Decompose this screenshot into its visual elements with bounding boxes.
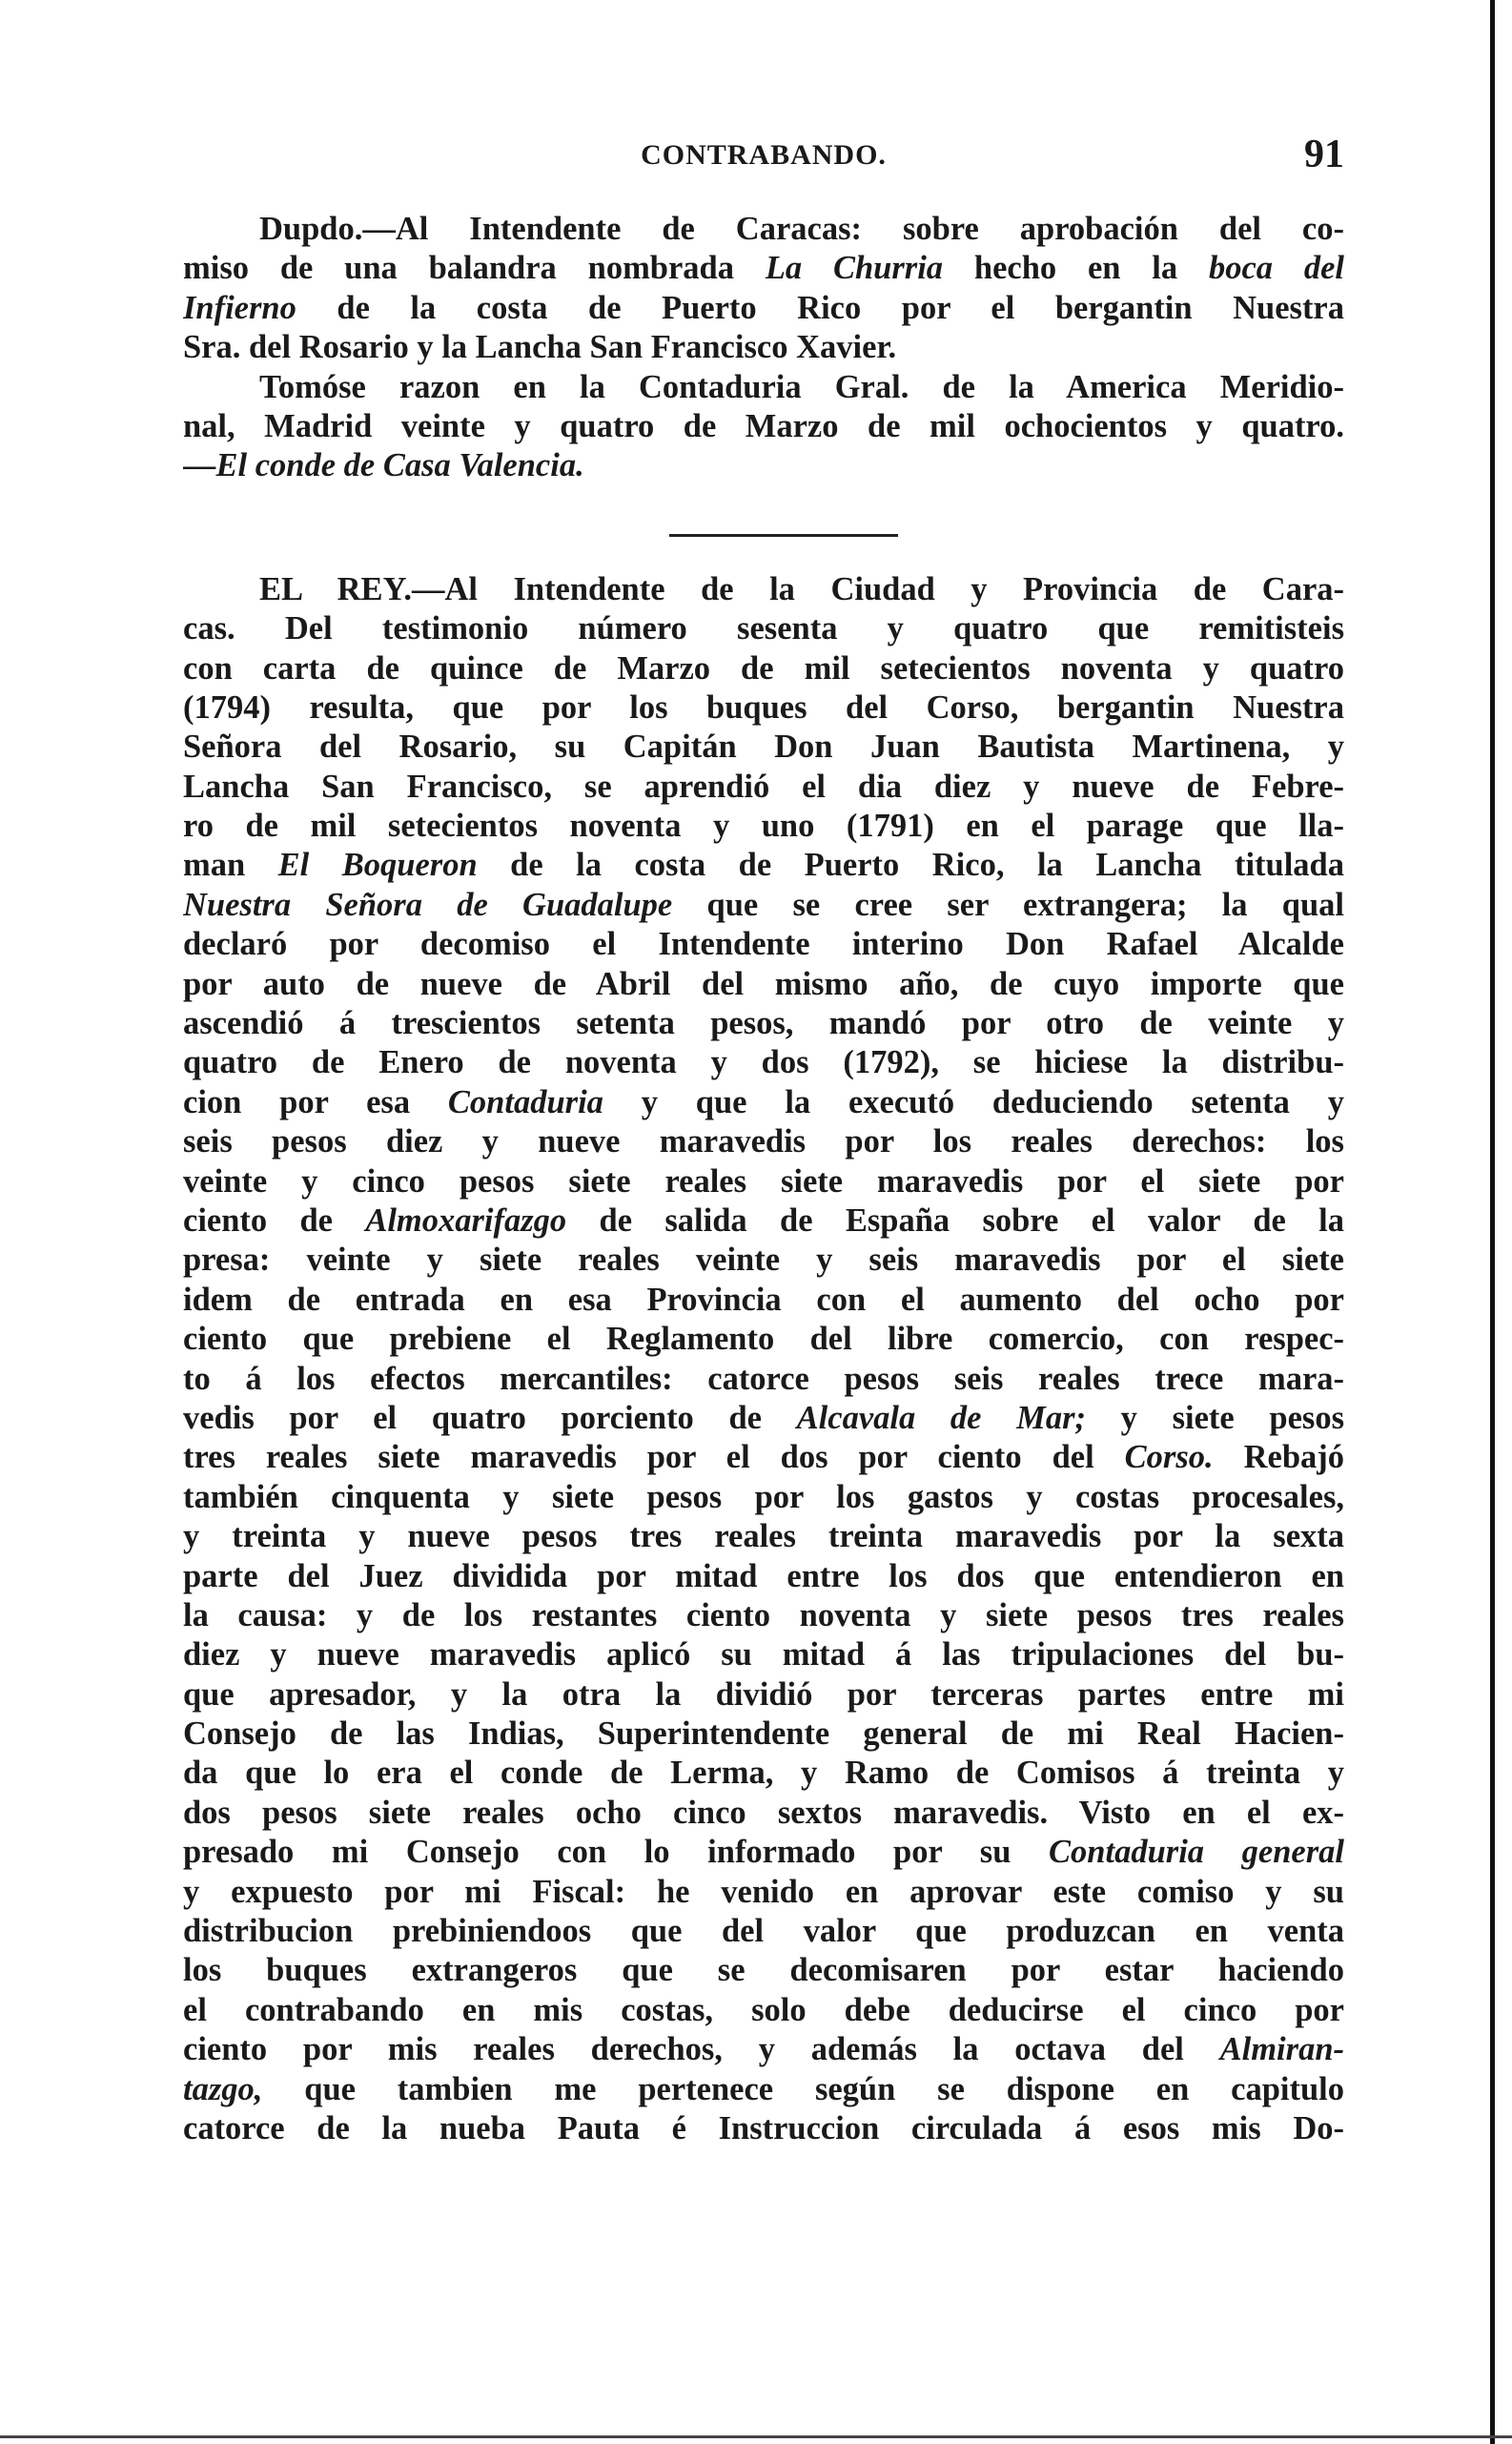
scan-border-bottom	[0, 2435, 1512, 2438]
text-line: parte del Juez dividida por mitad entre los dos que entendieron en	[183, 1557, 1344, 1594]
text-span-italic: Alcavala de Mar;	[796, 1399, 1086, 1436]
text-span-italic: Infierno	[183, 289, 296, 326]
text-line: dos pesos siete reales ocho cinco sextos maravedis. Visto en el ex-	[183, 1794, 1344, 1831]
text-span-italic: La Churria	[765, 250, 944, 287]
text-line: ascendió á trescientos setenta pesos, mandó por otro de veinte y	[183, 1005, 1344, 1042]
text-line: Tomóse razon en la Contaduria Gral. de la America Meridio-	[259, 368, 1344, 405]
text-line: y treinta y nueve pesos tres reales treinta maravedis por la sexta	[183, 1518, 1344, 1555]
text-line: el contrabando en mis costas, solo debe deducirse el cinco por	[183, 1991, 1344, 2028]
text-line: Consejo de las Indias, Superintendente general de mi Real Hacien-	[183, 1715, 1344, 1753]
text-span-italic: Contaduria general	[1049, 1834, 1344, 1871]
text-line	[183, 1201, 1344, 1241]
text-line: (1794) resulta, que por los buques del Corso, bergantin Nuestra	[183, 688, 1344, 726]
text-span: vedis por el quatro porciento de	[183, 1399, 797, 1436]
text-line	[183, 249, 1344, 288]
text-span-italic: boca del	[1208, 250, 1344, 287]
text-line: y expuesto por mi Fiscal: he venido en aprovar este comiso y su	[183, 1873, 1344, 1910]
text-span: ciento por mis reales derechos, y además la octava del	[183, 2031, 1220, 2068]
text-line: to á los efectos mercantiles: catorce pesos seis reales trece mara-	[183, 1360, 1344, 1397]
text-span-italic: tazgo,	[183, 2070, 263, 2107]
page-number: 91	[1304, 133, 1344, 176]
signature-line: —El conde de Casa Valencia.	[183, 447, 584, 484]
text-line	[183, 846, 1344, 885]
page-body	[183, 210, 1344, 2148]
text-line: idem de entrada en esa Provincia con el aumento del ocho por	[183, 1281, 1344, 1318]
text-span: que tambien me pertenece según se dispone en capitulo	[262, 2070, 1344, 2107]
text-span: Rebajó	[1213, 1439, 1344, 1476]
text-span: de la costa de Puerto Rico, la Lancha titulada	[477, 847, 1344, 884]
text-line	[183, 1438, 1344, 1477]
text-line: nal, Madrid veinte y quatro de Marzo de mil ochocientos y quatro.	[183, 407, 1344, 444]
text-span: man	[183, 847, 278, 884]
text-line: Señora del Rosario, su Capitán Don Juan Bautista Martinena, y	[183, 729, 1344, 766]
text-line	[183, 1083, 1344, 1122]
scan-border-right	[1490, 0, 1495, 2444]
text-span: miso de una balandra nombrada	[183, 250, 766, 287]
text-line: ciento que prebiene el Reglamento del libre comercio, con respec-	[183, 1321, 1344, 1358]
text-span: tres reales siete maravedis por el dos por ciento del	[183, 1439, 1125, 1476]
text-span: cion por esa	[183, 1083, 448, 1120]
text-line	[183, 2030, 1344, 2069]
text-span-italic: Contaduria	[447, 1083, 603, 1120]
text-span-italic: El Boqueron	[277, 847, 478, 884]
text-line: catorce de la nueba Pauta é Instruccion circulada á esos mis Do-	[183, 2109, 1344, 2146]
text-span: ciento de	[183, 1201, 366, 1239]
text-span: de la costa de Puerto Rico por el bergantin Nuestra	[296, 289, 1344, 326]
text-line	[183, 1399, 1344, 1438]
text-line: Dupdo.—Al Intendente de Caracas: sobre aprobación del co-	[259, 211, 1344, 247]
page-header	[183, 132, 1344, 179]
text-line: la causa: y de los restantes ciento noventa y siete pesos tres reales	[183, 1596, 1344, 1633]
text-line: Lancha San Francisco, se aprendió el dia diez y nueve de Febre-	[183, 768, 1344, 805]
section-separator	[183, 486, 1344, 570]
text-line: Sra. del Rosario y la Lancha San Francisco Xavier.	[183, 329, 897, 366]
text-span: hecho en la	[943, 250, 1209, 287]
text-span-italic: Almiran-	[1219, 2031, 1344, 2068]
text-line: presa: veinte y siete reales veinte y seis maravedis por el siete	[183, 1242, 1344, 1279]
text-line: seis pesos diez y nueve maravedis por los reales derechos: los	[183, 1123, 1344, 1160]
text-line	[183, 2070, 1344, 2109]
text-span: de salida de España sobre el valor de la	[566, 1201, 1344, 1239]
text-line: también cinquenta y siete pesos por los gastos y costas procesales,	[183, 1478, 1344, 1515]
text-span-italic: Corso.	[1124, 1439, 1214, 1476]
text-line: da que lo era el conde de Lerma, y Ramo de Comisos á treinta y	[183, 1755, 1344, 1792]
text-line: ro de mil setecientos noventa y uno (1791) en el parage que lla-	[183, 808, 1344, 845]
text-line: cas. Del testimonio número sesenta y quatro que remitisteis	[183, 610, 1344, 647]
text-line: los buques extrangeros que se decomisaren por estar haciendo	[183, 1952, 1344, 1989]
text-line: veinte y cinco pesos siete reales siete maravedis por el siete por	[183, 1162, 1344, 1200]
text-span-italic: Nuestra Señora de Guadalupe	[183, 886, 673, 923]
text-line: EL REY.—Al Intendente de la Ciudad y Provincia de Cara-	[259, 570, 1344, 607]
text-line: declaró por decomiso el Intendente interino Don Rafael Alcalde	[183, 926, 1344, 963]
text-line: distribucion prebiniendoos que del valor que produzcan en venta	[183, 1913, 1344, 1950]
paragraph-el-rey	[183, 570, 1344, 2149]
text-span: presado mi Consejo con lo informado por su	[183, 1834, 1050, 1871]
text-span-italic: Almoxarifazgo	[365, 1201, 567, 1239]
text-line: diez y nueve maravedis aplicó su mitad á las tripulaciones del bu-	[183, 1636, 1344, 1674]
text-line: que apresador, y la otra la dividió por terceras partes entre mi	[183, 1675, 1344, 1713]
running-head: CONTRABANDO.	[641, 139, 887, 171]
text-line	[183, 886, 1344, 925]
text-span: y que la executó deduciendo setenta y	[603, 1083, 1344, 1120]
text-line: por auto de nueve de Abril del mismo año, de cuyo importe que	[183, 965, 1344, 1002]
horizontal-rule	[669, 534, 898, 537]
text-line: con carta de quince de Marzo de mil setecientos noventa y quatro	[183, 649, 1344, 687]
text-span: que se cree ser extrangera; la qual	[672, 886, 1344, 923]
text-line: quatro de Enero de noventa y dos (1792), se hiciese la distribu-	[183, 1044, 1344, 1081]
text-line	[183, 1833, 1344, 1872]
text-line	[183, 289, 1344, 328]
paragraph-dupdo	[183, 210, 1344, 486]
text-span: y siete pesos	[1086, 1399, 1344, 1436]
